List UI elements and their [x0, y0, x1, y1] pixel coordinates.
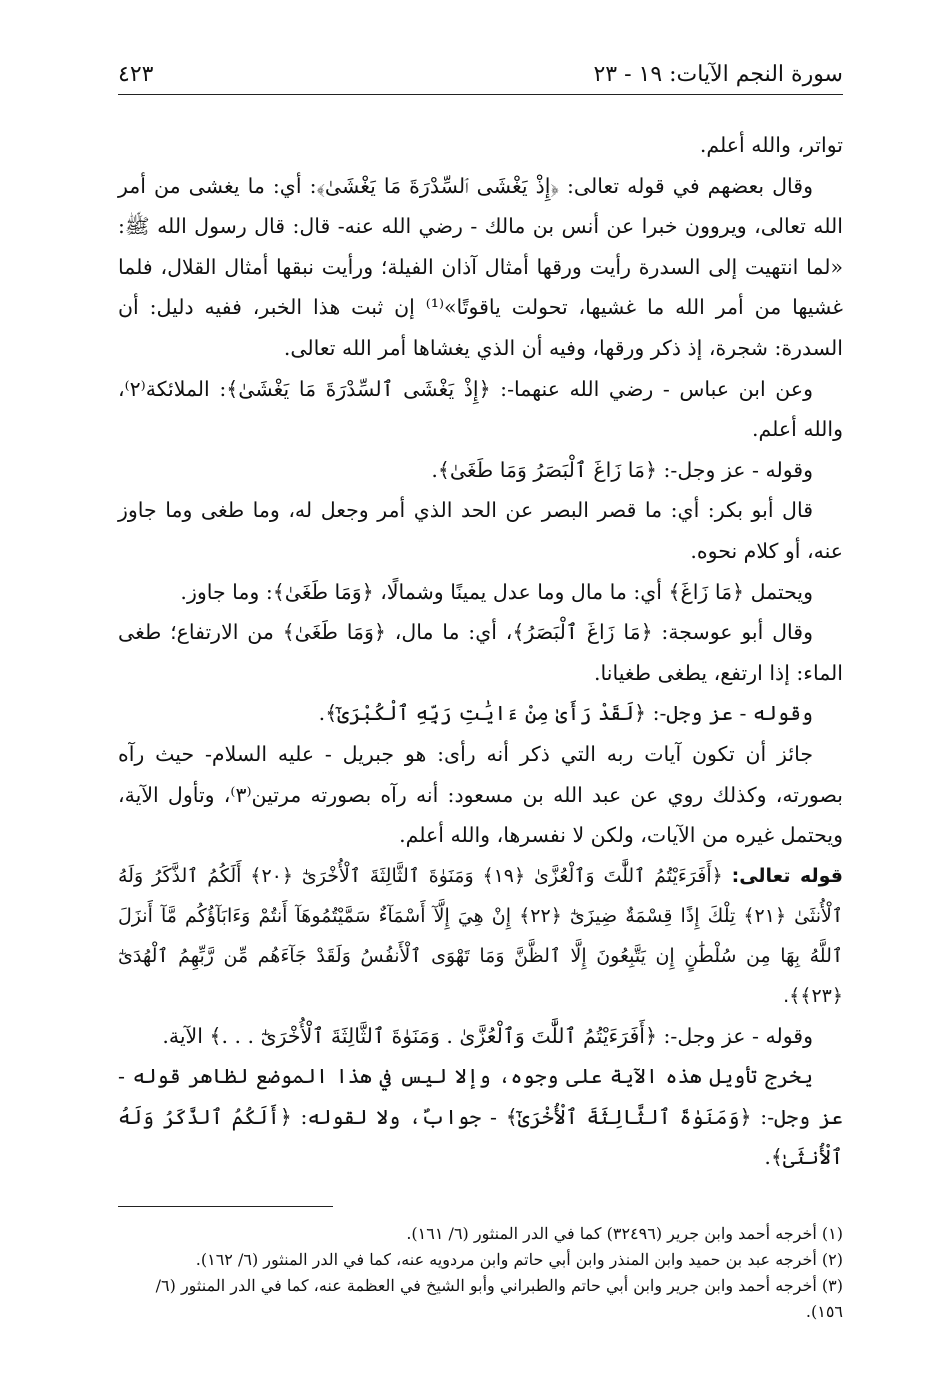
- verse-intro: قوله تعالى:: [731, 864, 843, 887]
- paragraph: وقال أبو عوسجة: ﴿مَا زَاغَ ٱلْبَصَرُ﴾، أي: ما مال، ﴿وَمَا طَغَىٰ﴾ من الارتفاع؛ طغى الماء: إذا ارتفع، يطغى طغيانا.: [118, 620, 843, 685]
- paragraph: قال أبو بكر: أي: ما قصر البصر عن الحد الذي أمر وجعل له، وما طغى وما جاوز عنه، أو كلام نحوه.: [118, 498, 843, 563]
- footnote: (٣) أخرجه أحمد وابن جرير وابن أبي حاتم والطبراني وأبو الشيخ في العظمة عنه، كما في الدر المنثور (٦/ ١٥٦).: [155, 1276, 843, 1322]
- paragraph: ويحتمل ﴿مَا زَاغَ﴾ أي: ما مال وما عدل يمينًا وشمالًا، ﴿وَمَا طَغَىٰ﴾: وما جاوز.: [180, 579, 813, 604]
- page-number: ٤٢٣: [118, 62, 154, 87]
- main-text: [118, 125, 843, 1178]
- paragraph: وقوله - عز وجل-: ﴿أَفَرَءَيْتُمُ ٱللَّٰتَ وَٱلْعُزَّىٰ . وَمَنَوٰةَ ٱلثَّالِثَةَ ٱلْأُخْرَىٰٓ . . .﴾ الآية.: [162, 1023, 813, 1048]
- footnote-divider: [118, 1206, 333, 1207]
- footnote: (٢) أخرجه عبد بن حميد وابن المنذر وابن أبي حاتم وابن مردويه عنه، كما في الدر المنثور (٦/ ١٦٢).: [195, 1250, 843, 1270]
- surah-title: سورة النجم الآيات: ١٩ - ٢٣: [593, 62, 843, 87]
- quran-verse-block: [118, 856, 843, 1016]
- footnote: (١) أخرجه أحمد وابن جرير (٣٢٤٩٦) كما في الدر المنثور (٦/ ١٦١).: [406, 1224, 843, 1244]
- paragraph: وعن ابن عباس - رضي الله عنهما-: ﴿إِذْ يَغْشَى ٱلسِّدْرَةَ مَا يَغْشَىٰ﴾: الملائكة⁽٢⁾، والله أعلم.: [118, 376, 843, 442]
- paragraph: وقوله - عز وجل-: ﴿مَا زَاغَ ٱلْبَصَرُ وَمَا طَغَىٰ﴾.: [431, 457, 813, 482]
- book-page: [118, 60, 843, 1360]
- paragraph: جائز أن تكون آيات ربه التي ذكر أنه رأى: هو جبريل - عليه السلام- حيث رآه بصورته، وكذلك روي عن عبد الله بن مسعود: أنه رآه بصورته مرتين⁽٣⁾، وتأول الآية، ويحتمل غيره من الآيات، ولكن لا نفسرها، والله أعلم.: [118, 741, 843, 848]
- footnotes: [118, 1221, 843, 1325]
- paragraph: يخرج تأويل هذه الآية على وجوه، وإلا ليس في هذا الموضع لظاهر قوله - عز وجل-: ﴿وَمَنَوٰةَ ٱلثَّالِثَةَ ٱلْأُخْرَىٰٓ﴾ - جوابٌ، ولا لقوله: ﴿أَلَكُمُ ٱلذَّكَرُ وَلَهُ ٱلْأُنثَىٰ﴾.: [118, 1064, 843, 1170]
- paragraph: وقوله - عز وجل-: ﴿لَقَدْ رَأَىٰ مِنْ ءَايَٰتِ رَبِّهِ ٱلْكُبْرَىٰٓ﴾.: [318, 701, 813, 726]
- paragraph: وقال بعضهم في قوله تعالى: ﴿إِذْ يَغْشَى ٱلسِّدْرَةَ مَا يَغْشَىٰ﴾: أي: ما يغشى من أمر الله تعالى، ويروون خبرا عن أنس بن مالك - رضي الله عنه- قال: قال رسول الله ﷺ: «لما انتهيت إلى السدرة رأيت ورقها أمثال آذان الفيلة؛ ورأيت نبقها أمثال القلال، فلما غشيها من أمر الله ما غشيها، تحولت ياقوتًا»⁽¹⁾ إن ثبت هذا الخبر، ففيه دليل: أن السدرة: شجرة، إذ ذكر ورقها، وفيه أن الذي يغشاها أمر الله تعالى.: [118, 173, 843, 360]
- running-head: [118, 60, 843, 95]
- verse-text: ﴿أَفَرَءَيْتُمُ ٱللَّٰتَ وَٱلْعُزَّىٰ ﴿١٩﴾ وَمَنَوٰةَ ٱلثَّالِثَةَ ٱلْأُخْرَىٰٓ ﴿٢٠﴾ أَلَكُمُ ٱلذَّكَرُ وَلَهُ ٱلْأُنثَىٰ ﴿٢١﴾ تِلْكَ إِذًا قِسْمَةٌ ضِيزَىٰٓ ﴿٢٢﴾ إِنْ هِيَ إِلَّآ أَسْمَآءٌ سَمَّيْتُمُوهَآ أَنتُمْ وَءَابَآؤُكُم مَّآ أَنزَلَ ٱللَّهُ بِهَا مِن سُلْطَٰنٍ إِن يَتَّبِعُونَ إِلَّا ٱلظَّنَّ وَمَا تَهْوَى ٱلْأَنفُسُ وَلَقَدْ جَآءَهُم مِّن رَّبِّهِمُ ٱلْهُدَىٰٓ ﴿٢٣﴾﴾.: [118, 864, 844, 1007]
- paragraph: تواتر، والله أعلم.: [699, 133, 843, 157]
